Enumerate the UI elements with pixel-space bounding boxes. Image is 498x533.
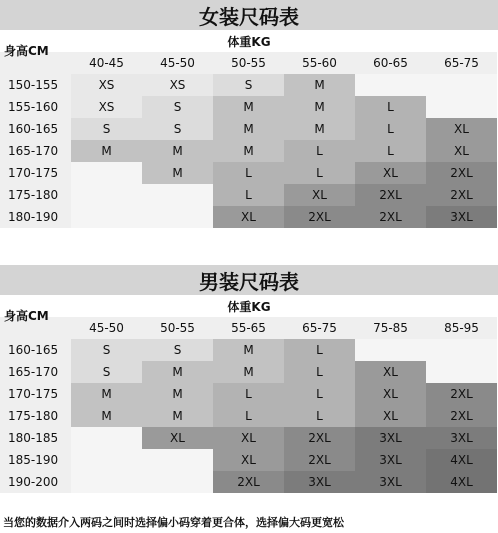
size-cell: L: [284, 405, 355, 427]
size-cell: L: [284, 383, 355, 405]
size-cell: 3XL: [426, 206, 497, 228]
size-cell: L: [213, 405, 284, 427]
size-cell: 3XL: [426, 427, 497, 449]
size-cell: 4XL: [426, 471, 497, 493]
empty-size-cell: [426, 339, 497, 361]
size-cell: XL: [142, 427, 213, 449]
women-header-row: [0, 30, 498, 58]
size-cell: XL: [213, 427, 284, 449]
weight-column-header: 55-65: [213, 317, 284, 339]
size-cell: M: [213, 140, 284, 162]
empty-size-cell: [142, 206, 213, 228]
size-cell: L: [284, 162, 355, 184]
size-cell: M: [213, 361, 284, 383]
empty-size-cell: [426, 96, 497, 118]
weight-column-header: 50-55: [213, 52, 284, 74]
size-cell: L: [213, 162, 284, 184]
height-row-label: 185-190: [0, 449, 71, 471]
size-cell: M: [142, 383, 213, 405]
height-row-label: 150-155: [0, 74, 71, 96]
size-cell: M: [284, 118, 355, 140]
size-cell: S: [142, 118, 213, 140]
size-cell: L: [284, 140, 355, 162]
empty-size-cell: [355, 74, 426, 96]
size-cell: 3XL: [355, 427, 426, 449]
empty-size-cell: [355, 339, 426, 361]
weight-column-header: 55-60: [284, 52, 355, 74]
size-cell: S: [142, 339, 213, 361]
size-cell: XL: [355, 405, 426, 427]
size-cell: XL: [213, 206, 284, 228]
size-cell: 3XL: [355, 449, 426, 471]
size-cell: M: [213, 96, 284, 118]
size-cell: M: [142, 140, 213, 162]
empty-size-cell: [426, 361, 497, 383]
size-cell: M: [71, 383, 142, 405]
size-cell: 3XL: [284, 471, 355, 493]
size-cell: M: [213, 339, 284, 361]
empty-size-cell: [71, 162, 142, 184]
size-cell: 2XL: [284, 449, 355, 471]
size-cell: S: [71, 339, 142, 361]
size-cell: XS: [142, 74, 213, 96]
women-weight-label: 体重KG: [227, 35, 271, 49]
size-advice-note: 当您的数据介入两码之间时选择偏小码穿着更合体，选择偏大码更宽松: [3, 516, 344, 529]
size-cell: 2XL: [426, 184, 497, 206]
men-weight-label: 体重KG: [227, 300, 271, 314]
size-cell: 2XL: [284, 206, 355, 228]
size-cell: M: [284, 74, 355, 96]
women-size-chart: [0, 0, 498, 228]
height-row-label: 165-170: [0, 140, 71, 162]
women-height-label: 身高CM: [4, 44, 49, 58]
size-cell: 2XL: [426, 162, 497, 184]
height-row-label: 155-160: [0, 96, 71, 118]
weight-column-header: 65-75: [426, 52, 497, 74]
size-cell: 2XL: [355, 184, 426, 206]
empty-size-cell: [71, 471, 142, 493]
size-cell: M: [213, 118, 284, 140]
height-row-label: 180-190: [0, 206, 71, 228]
women-chart-title: 女装尺码表: [0, 0, 498, 30]
height-row-label: 170-175: [0, 383, 71, 405]
empty-size-cell: [142, 471, 213, 493]
size-cell: L: [355, 96, 426, 118]
size-cell: M: [142, 405, 213, 427]
size-cell: XL: [213, 449, 284, 471]
size-cell: S: [142, 96, 213, 118]
height-row-label: 160-165: [0, 339, 71, 361]
weight-column-header: 45-50: [142, 52, 213, 74]
size-cell: 2XL: [213, 471, 284, 493]
size-cell: M: [142, 162, 213, 184]
size-cell: XL: [355, 361, 426, 383]
size-cell: XL: [426, 118, 497, 140]
size-cell: XL: [426, 140, 497, 162]
size-cell: L: [213, 184, 284, 206]
size-cell: S: [213, 74, 284, 96]
size-cell: 3XL: [355, 471, 426, 493]
empty-size-cell: [71, 184, 142, 206]
size-cell: L: [355, 118, 426, 140]
height-row-label: 180-185: [0, 427, 71, 449]
height-row-label: 190-200: [0, 471, 71, 493]
size-cell: M: [71, 140, 142, 162]
men-chart-title: 男装尺码表: [0, 265, 498, 295]
weight-column-header: 65-75: [284, 317, 355, 339]
empty-size-cell: [426, 74, 497, 96]
size-cell: M: [142, 361, 213, 383]
height-row-label: 175-180: [0, 405, 71, 427]
men-size-chart: [0, 265, 498, 493]
men-header-row: [0, 295, 498, 323]
weight-column-header: 40-45: [71, 52, 142, 74]
empty-size-cell: [71, 206, 142, 228]
height-row-label: 170-175: [0, 162, 71, 184]
size-cell: S: [71, 118, 142, 140]
size-cell: S: [71, 361, 142, 383]
size-cell: L: [213, 383, 284, 405]
size-cell: XL: [355, 162, 426, 184]
empty-size-cell: [71, 449, 142, 471]
men-size-grid: [0, 317, 498, 493]
height-row-label: 160-165: [0, 118, 71, 140]
size-cell: XL: [284, 184, 355, 206]
women-size-grid: [0, 52, 498, 228]
weight-column-header: 60-65: [355, 52, 426, 74]
empty-size-cell: [71, 427, 142, 449]
men-height-label: 身高CM: [4, 309, 49, 323]
weight-column-header: 85-95: [426, 317, 497, 339]
size-cell: XS: [71, 96, 142, 118]
size-cell: XS: [71, 74, 142, 96]
height-row-label: 165-170: [0, 361, 71, 383]
empty-size-cell: [142, 184, 213, 206]
weight-column-header: 45-50: [71, 317, 142, 339]
height-row-label: 175-180: [0, 184, 71, 206]
size-cell: M: [284, 96, 355, 118]
weight-column-header: 75-85: [355, 317, 426, 339]
empty-size-cell: [142, 449, 213, 471]
size-cell: L: [284, 361, 355, 383]
size-cell: 2XL: [426, 405, 497, 427]
size-cell: 2XL: [426, 383, 497, 405]
size-cell: L: [355, 140, 426, 162]
size-cell: XL: [355, 383, 426, 405]
size-cell: L: [284, 339, 355, 361]
size-cell: M: [71, 405, 142, 427]
weight-column-header: 50-55: [142, 317, 213, 339]
size-cell: 4XL: [426, 449, 497, 471]
size-cell: 2XL: [284, 427, 355, 449]
size-cell: 2XL: [355, 206, 426, 228]
